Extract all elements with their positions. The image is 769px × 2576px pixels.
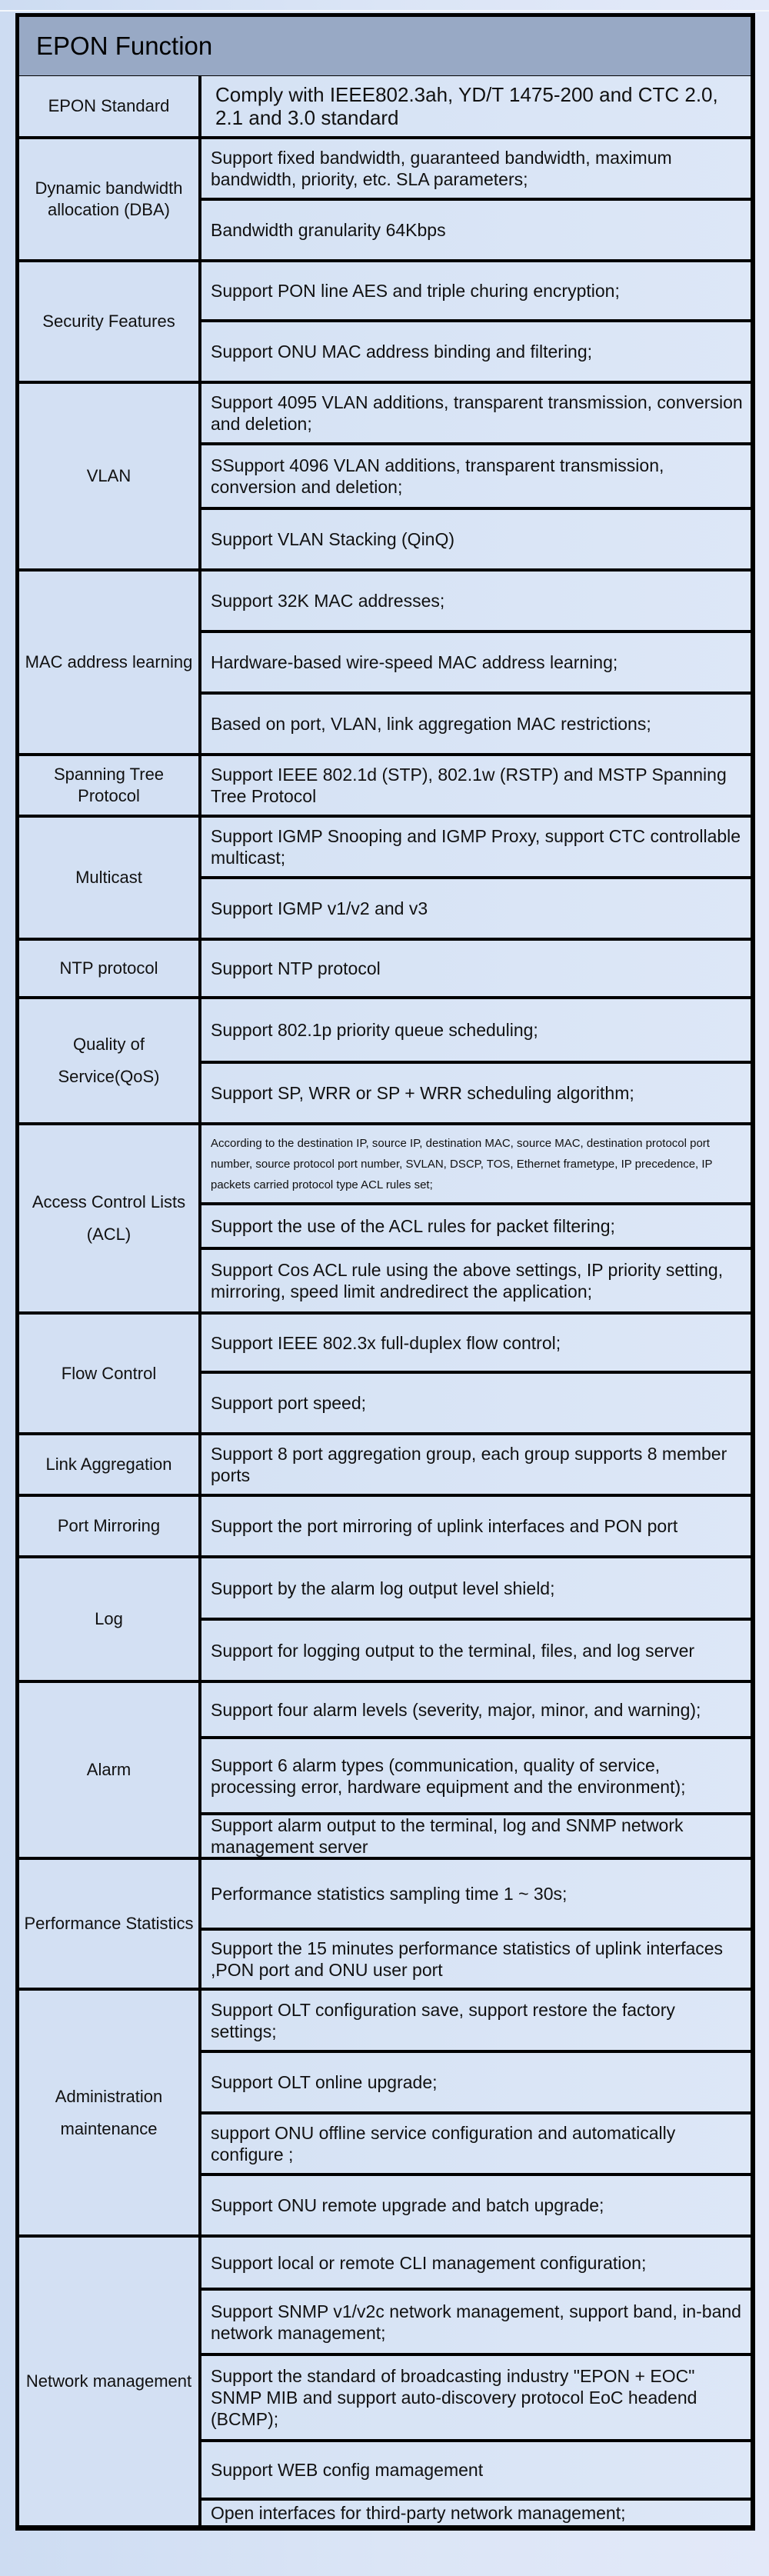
feature-item: Support fixed bandwidth, guaranteed bandwidth, maximum bandwidth, priority, etc. SLA parameters; — [201, 139, 751, 201]
feature-item: Support PON line AES and triple churing encryption; — [201, 262, 751, 322]
feature-item: Support NTP protocol — [201, 941, 751, 996]
row-spanning-tree — [19, 756, 751, 818]
feature-item: Support four alarm levels (severity, major, minor, and warning); — [201, 1683, 751, 1739]
feature-item: Support local or remote CLI management configuration; — [201, 2238, 751, 2291]
feature-item: Support IGMP v1/v2 and v3 — [201, 879, 751, 938]
feature-item: According to the destination IP, source IP, destination MAC, source MAC, destination protocol port number, source protocol port number, SVLAN, DSCP, TOS, Ethernet frametype, IP precedence, IP packets carried protocol type ACL rules set; — [201, 1125, 751, 1205]
feature-item: Support the standard of broadcasting industry "EPON + EOC" SNMP MIB and support auto-discovery protocol EoC headend (BCMP); — [201, 2356, 751, 2442]
feature-item: Support IEEE 802.1d (STP), 802.1w (RSTP) and MSTP Spanning Tree Protocol — [201, 756, 751, 815]
category-label: Alarm — [19, 1683, 201, 1857]
row-ntp — [19, 941, 751, 999]
row-administration — [19, 1991, 751, 2238]
row-multicast — [19, 818, 751, 941]
row-network-management — [19, 2238, 751, 2525]
feature-item: Comply with IEEE802.3ah, YD/T 1475-200 and CTC 2.0, 2.1 and 3.0 standard — [201, 76, 751, 136]
row-performance-statistics — [19, 1860, 751, 1991]
feature-item: Support Cos ACL rule using the above settings, IP priority setting, mirroring, speed limit andredirect the application; — [201, 1250, 751, 1311]
row-alarm — [19, 1683, 751, 1860]
feature-item: Support OLT configuration save, support restore the factory settings; — [201, 1991, 751, 2053]
feature-item: Support SNMP v1/v2c network management, support band, in-band network management; — [201, 2291, 751, 2356]
feature-item: Support ONU remote upgrade and batch upgrade; — [201, 2176, 751, 2234]
feature-item: Support WEB config mamagement — [201, 2442, 751, 2501]
feature-item: Support the 15 minutes performance statistics of uplink interfaces ,PON port and ONU user port — [201, 1931, 751, 1988]
feature-item: support ONU offline service configuration and automatically configure ; — [201, 2114, 751, 2176]
row-port-mirroring — [19, 1497, 751, 1558]
feature-item: Support IEEE 802.3x full-duplex flow control; — [201, 1315, 751, 1374]
category-label: Port Mirroring — [19, 1497, 201, 1555]
feature-item: SSupport 4096 VLAN additions, transparent transmission, conversion and deletion; — [201, 445, 751, 510]
feature-item: Support the use of the ACL rules for packet filtering; — [201, 1205, 751, 1250]
category-label: Performance Statistics — [19, 1860, 201, 1988]
category-label: Network management — [19, 2238, 201, 2525]
feature-item: Support VLAN Stacking (QinQ) — [201, 510, 751, 568]
category-label: Flow Control — [19, 1315, 201, 1432]
row-qos — [19, 999, 751, 1125]
category-label: Quality of Service(QoS) — [19, 999, 201, 1122]
feature-item: Support 4095 VLAN additions, transparent transmission, conversion and deletion; — [201, 384, 751, 445]
feature-item: Support 6 alarm types (communication, quality of service, processing error, hardware equipment and the environment); — [201, 1739, 751, 1815]
category-label: VLAN — [19, 384, 201, 568]
category-label: Access Control Lists (ACL) — [19, 1125, 201, 1311]
row-acl — [19, 1125, 751, 1315]
category-label: NTP protocol — [19, 941, 201, 996]
feature-item: Support the port mirroring of uplink interfaces and PON port — [201, 1497, 751, 1555]
row-vlan — [19, 384, 751, 572]
row-epon-standard — [19, 76, 751, 139]
category-label: Administration maintenance — [19, 1991, 201, 2234]
table-title: EPON Function — [19, 17, 751, 78]
feature-item: Performance statistics sampling time 1 ~ 30s; — [201, 1860, 751, 1931]
feature-item: Support port speed; — [201, 1374, 751, 1432]
feature-item: Support by the alarm log output level shield; — [201, 1558, 751, 1621]
category-label: Log — [19, 1558, 201, 1680]
category-label: Spanning Tree Protocol — [19, 756, 201, 815]
feature-item: Support SP, WRR or SP + WRR scheduling algorithm; — [201, 1064, 751, 1122]
row-mac-learning — [19, 572, 751, 756]
category-label: MAC address learning — [19, 572, 201, 753]
feature-item: Support 8 port aggregation group, each group supports 8 member ports — [201, 1435, 751, 1494]
category-label: Link Aggregation — [19, 1435, 201, 1494]
row-security — [19, 262, 751, 384]
feature-item: Support ONU MAC address binding and filtering; — [201, 322, 751, 381]
feature-item: Hardware-based wire-speed MAC address learning; — [201, 633, 751, 695]
feature-item: Bandwidth granularity 64Kbps — [201, 201, 751, 259]
feature-item: Support for logging output to the terminal, files, and log server — [201, 1621, 751, 1680]
feature-item: Support 802.1p priority queue scheduling; — [201, 999, 751, 1064]
feature-item: Support OLT online upgrade; — [201, 2053, 751, 2114]
row-dba — [19, 139, 751, 262]
feature-item: Support IGMP Snooping and IGMP Proxy, support CTC controllable multicast; — [201, 818, 751, 879]
category-label: EPON Standard — [19, 76, 201, 136]
row-flow-control — [19, 1315, 751, 1435]
feature-item: Open interfaces for third-party network management; — [201, 2501, 751, 2525]
category-label: Security Features — [19, 262, 201, 381]
row-link-aggregation — [19, 1435, 751, 1497]
category-label: Dynamic bandwidth allocation (DBA) — [19, 139, 201, 259]
top-divider-line — [0, 10, 769, 12]
category-label: Multicast — [19, 818, 201, 938]
feature-item: Support alarm output to the terminal, log and SNMP network management server — [201, 1815, 751, 1857]
epon-function-table — [15, 13, 755, 2531]
row-log — [19, 1558, 751, 1683]
feature-item: Support 32K MAC addresses; — [201, 572, 751, 633]
feature-item: Based on port, VLAN, link aggregation MAC restrictions; — [201, 695, 751, 753]
